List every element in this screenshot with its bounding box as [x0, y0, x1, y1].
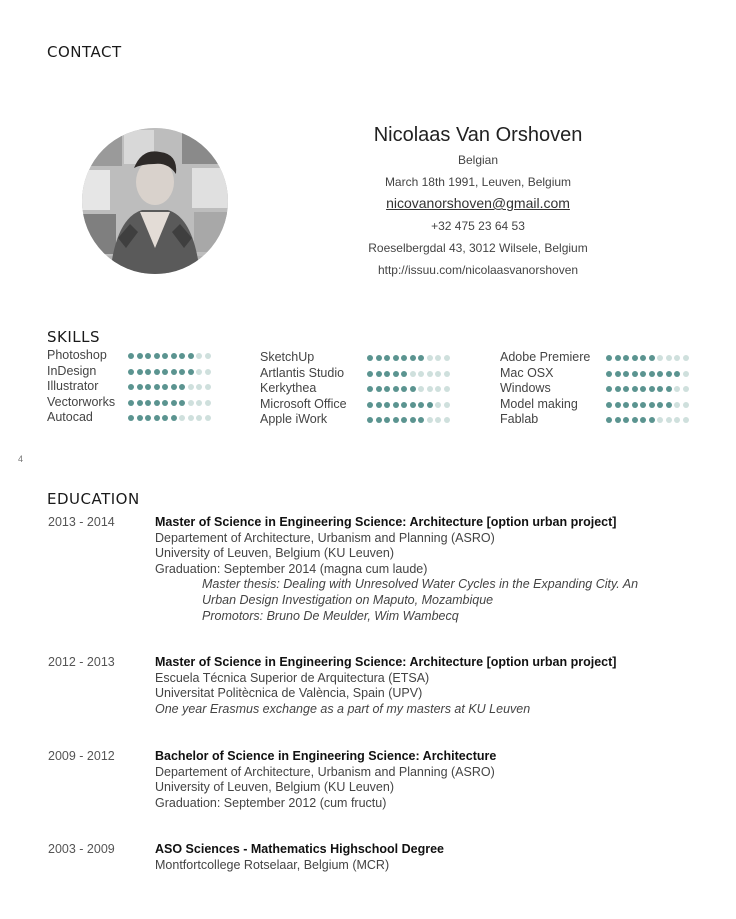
rating-dot-filled: [606, 417, 612, 423]
rating-dot-filled: [615, 371, 621, 377]
rating-dot-filled: [615, 355, 621, 361]
skill-row: [260, 397, 460, 413]
skill-row: [47, 410, 217, 426]
rating-dot-filled: [137, 400, 143, 406]
rating-dot-filled: [657, 371, 663, 377]
rating-dot-empty: [188, 400, 194, 406]
rating-dot-empty: [196, 400, 202, 406]
skill-rating: [606, 386, 689, 392]
rating-dot-filled: [393, 386, 399, 392]
rating-dot-filled: [367, 402, 373, 408]
rating-dot-filled: [666, 386, 672, 392]
rating-dot-filled: [137, 415, 143, 421]
skill-row: [260, 350, 460, 366]
education-line: Graduation: September 2012 (cum fructu): [155, 795, 387, 810]
rating-dot-filled: [418, 402, 424, 408]
rating-dot-filled: [410, 386, 416, 392]
rating-dot-filled: [410, 355, 416, 361]
rating-dot-filled: [145, 369, 151, 375]
skill-row: [47, 379, 217, 395]
rating-dot-filled: [154, 400, 160, 406]
rating-dot-filled: [649, 371, 655, 377]
skill-rating: [128, 415, 211, 421]
rating-dot-filled: [137, 353, 143, 359]
education-line: Graduation: September 2014 (magna cum laude): [155, 561, 428, 576]
rating-dot-filled: [128, 415, 134, 421]
rating-dot-filled: [179, 353, 185, 359]
rating-dot-filled: [171, 400, 177, 406]
rating-dot-empty: [674, 402, 680, 408]
nationality: Belgian: [457, 153, 499, 167]
skills-column-1: [47, 348, 217, 426]
rating-dot-filled: [376, 386, 382, 392]
rating-dot-filled: [367, 386, 373, 392]
education-note: One year Erasmus exchange as a part of my masters at KU Leuven: [155, 701, 531, 716]
education-line: University of Leuven, Belgium (KU Leuven): [155, 546, 395, 561]
education-years: 2012 - 2013: [48, 655, 115, 669]
rating-dot-filled: [649, 386, 655, 392]
rating-dot-empty: [410, 371, 416, 377]
rating-dot-filled: [376, 402, 382, 408]
skill-rating: [367, 417, 450, 423]
education-degree: Master of Science in Engineering Science: Architecture [option urban project]: [155, 655, 617, 669]
rating-dot-filled: [606, 371, 612, 377]
rating-dot-filled: [657, 402, 663, 408]
rating-dot-filled: [393, 371, 399, 377]
skill-rating: [128, 369, 211, 375]
rating-dot-filled: [640, 417, 646, 423]
rating-dot-filled: [128, 384, 134, 390]
skill-row: [500, 350, 700, 366]
skill-label: Photoshop: [47, 348, 107, 362]
rating-dot-empty: [418, 371, 424, 377]
skill-label: Adobe Premiere: [500, 350, 591, 364]
rating-dot-filled: [188, 353, 194, 359]
rating-dot-filled: [384, 355, 390, 361]
education-line: Universitat Politècnica de València, Spain (UPV): [155, 686, 423, 701]
skill-row: [500, 412, 700, 428]
website-link[interactable]: http://issuu.com/nicolaasvanorshoven: [377, 263, 579, 277]
page-number: 4: [18, 454, 24, 464]
birth-info: March 18th 1991, Leuven, Belgium: [384, 175, 572, 189]
skill-rating: [128, 384, 211, 390]
skill-label: Illustrator: [47, 379, 99, 394]
skill-rating: [606, 417, 689, 423]
education-line: Escuela Técnica Superior de Arquitectura (ETSA): [155, 670, 430, 685]
rating-dot-filled: [145, 353, 151, 359]
rating-dot-filled: [179, 369, 185, 375]
rating-dot-filled: [632, 402, 638, 408]
rating-dot-empty: [674, 386, 680, 392]
skill-label: Kerkythea: [260, 381, 317, 396]
rating-dot-filled: [393, 402, 399, 408]
rating-dot-empty: [196, 384, 202, 390]
rating-dot-empty: [657, 417, 663, 423]
skill-label: Apple iWork: [260, 412, 328, 427]
skill-row: [500, 397, 700, 413]
skill-rating: [367, 355, 450, 361]
skills-heading: SKILLS: [47, 328, 101, 346]
rating-dot-filled: [623, 417, 629, 423]
rating-dot-filled: [137, 369, 143, 375]
rating-dot-filled: [418, 417, 424, 423]
skill-row: [500, 381, 700, 397]
education-years: 2013 - 2014: [48, 515, 115, 529]
rating-dot-filled: [376, 371, 382, 377]
rating-dot-empty: [188, 384, 194, 390]
rating-dot-filled: [401, 371, 407, 377]
rating-dot-empty: [683, 355, 689, 361]
rating-dot-filled: [171, 384, 177, 390]
skill-row: [260, 412, 460, 428]
rating-dot-empty: [444, 371, 450, 377]
skill-rating: [606, 371, 689, 377]
email-link[interactable]: nicovanorshoven@gmail.com: [386, 195, 570, 211]
skill-rating: [128, 353, 211, 359]
rating-dot-empty: [683, 371, 689, 377]
rating-dot-filled: [137, 384, 143, 390]
education-line: Departement of Architecture, Urbanism and Planning (ASRO): [155, 530, 495, 545]
rating-dot-empty: [444, 386, 450, 392]
rating-dot-filled: [606, 355, 612, 361]
rating-dot-filled: [367, 355, 373, 361]
rating-dot-empty: [427, 371, 433, 377]
rating-dot-empty: [444, 417, 450, 423]
rating-dot-empty: [205, 400, 211, 406]
skill-label: Microsoft Office: [260, 396, 347, 411]
rating-dot-empty: [683, 402, 689, 408]
rating-dot-filled: [410, 417, 416, 423]
skill-row: [260, 381, 460, 397]
rating-dot-empty: [435, 402, 441, 408]
rating-dot-filled: [623, 402, 629, 408]
skill-label: Model making: [500, 396, 578, 411]
phone-number: +32 475 23 64 53: [431, 219, 525, 233]
skill-label: InDesign: [47, 363, 97, 378]
rating-dot-filled: [154, 384, 160, 390]
rating-dot-filled: [171, 369, 177, 375]
rating-dot-filled: [674, 371, 680, 377]
rating-dot-empty: [444, 355, 450, 361]
rating-dot-filled: [393, 355, 399, 361]
skill-label: Mac OSX: [500, 365, 554, 380]
rating-dot-filled: [128, 400, 134, 406]
rating-dot-empty: [435, 371, 441, 377]
skill-rating: [606, 355, 689, 361]
skill-row: [47, 364, 217, 380]
rating-dot-filled: [179, 384, 185, 390]
rating-dot-filled: [418, 355, 424, 361]
rating-dot-filled: [657, 386, 663, 392]
skill-rating: [367, 371, 450, 377]
rating-dot-filled: [162, 353, 168, 359]
rating-dot-filled: [401, 355, 407, 361]
skill-row: [260, 366, 460, 382]
skill-label: Fablab: [500, 412, 539, 427]
rating-dot-filled: [367, 371, 373, 377]
rating-dot-filled: [615, 386, 621, 392]
rating-dot-filled: [393, 417, 399, 423]
education-years: 2003 - 2009: [48, 842, 115, 856]
portrait-image: [82, 128, 228, 274]
rating-dot-filled: [145, 384, 151, 390]
skill-label: Vectorworks: [47, 394, 116, 409]
rating-dot-filled: [649, 355, 655, 361]
contact-heading: CONTACT: [47, 43, 122, 61]
rating-dot-filled: [606, 386, 612, 392]
rating-dot-filled: [632, 417, 638, 423]
rating-dot-filled: [649, 402, 655, 408]
rating-dot-filled: [154, 415, 160, 421]
rating-dot-empty: [683, 386, 689, 392]
rating-dot-filled: [384, 402, 390, 408]
skill-label: Artlantis Studio: [260, 365, 345, 380]
rating-dot-filled: [128, 369, 134, 375]
rating-dot-empty: [179, 415, 185, 421]
skill-rating: [367, 386, 450, 392]
rating-dot-filled: [666, 371, 672, 377]
skill-label: SketchUp: [260, 350, 315, 364]
rating-dot-filled: [145, 415, 151, 421]
rating-dot-empty: [205, 369, 211, 375]
rating-dot-filled: [401, 417, 407, 423]
full-name: Nicolaas Van Orshoven: [373, 124, 583, 146]
rating-dot-filled: [640, 402, 646, 408]
skill-label: Autocad: [47, 410, 93, 425]
rating-dot-filled: [623, 371, 629, 377]
thesis-line: Urban Design Investigation on Maputo, Mozambique: [202, 592, 494, 607]
rating-dot-empty: [657, 355, 663, 361]
education-degree: ASO Sciences - Mathematics Highschool Degree: [155, 842, 444, 856]
rating-dot-empty: [674, 355, 680, 361]
rating-dot-filled: [401, 402, 407, 408]
rating-dot-filled: [606, 402, 612, 408]
rating-dot-filled: [367, 417, 373, 423]
address: Roeselbergdal 43, 3012 Wilsele, Belgium: [368, 241, 588, 255]
rating-dot-filled: [632, 371, 638, 377]
rating-dot-filled: [410, 402, 416, 408]
rating-dot-empty: [666, 417, 672, 423]
rating-dot-filled: [640, 371, 646, 377]
education-heading: EDUCATION: [47, 490, 140, 508]
rating-dot-filled: [401, 386, 407, 392]
rating-dot-empty: [674, 417, 680, 423]
rating-dot-filled: [623, 386, 629, 392]
rating-dot-empty: [427, 386, 433, 392]
skills-column-2: [260, 350, 460, 428]
rating-dot-empty: [435, 386, 441, 392]
thesis-line: Master thesis: Dealing with Unresolved Water Cycles in the Expanding City. An: [202, 577, 639, 592]
education-line: University of Leuven, Belgium (KU Leuven): [155, 780, 395, 795]
promotors-line: Promotors: Bruno De Meulder, Wim Wambecq: [202, 608, 459, 623]
rating-dot-empty: [205, 353, 211, 359]
rating-dot-empty: [188, 415, 194, 421]
rating-dot-filled: [154, 369, 160, 375]
rating-dot-filled: [188, 369, 194, 375]
rating-dot-empty: [196, 415, 202, 421]
skill-row: [47, 395, 217, 411]
rating-dot-empty: [427, 355, 433, 361]
skill-row: [500, 366, 700, 382]
rating-dot-filled: [171, 415, 177, 421]
rating-dot-empty: [435, 417, 441, 423]
rating-dot-empty: [196, 353, 202, 359]
rating-dot-empty: [444, 402, 450, 408]
rating-dot-filled: [179, 400, 185, 406]
rating-dot-filled: [162, 384, 168, 390]
rating-dot-empty: [427, 417, 433, 423]
rating-dot-filled: [162, 400, 168, 406]
rating-dot-filled: [615, 417, 621, 423]
rating-dot-filled: [376, 355, 382, 361]
rating-dot-filled: [623, 355, 629, 361]
education-degree: Bachelor of Science in Engineering Science: Architecture: [155, 749, 497, 763]
education-years: 2009 - 2012: [48, 749, 115, 763]
rating-dot-filled: [640, 386, 646, 392]
rating-dot-empty: [418, 386, 424, 392]
rating-dot-empty: [205, 415, 211, 421]
rating-dot-filled: [632, 355, 638, 361]
rating-dot-filled: [632, 386, 638, 392]
rating-dot-empty: [196, 369, 202, 375]
rating-dot-empty: [435, 355, 441, 361]
education-line: Departement of Architecture, Urbanism and Planning (ASRO): [155, 764, 495, 779]
rating-dot-filled: [427, 402, 433, 408]
skill-label: Windows: [500, 381, 551, 396]
rating-dot-empty: [683, 417, 689, 423]
rating-dot-filled: [171, 353, 177, 359]
education-degree: Master of Science in Engineering Science: Architecture [option urban project]: [155, 515, 617, 529]
rating-dot-filled: [376, 417, 382, 423]
education-line: Montfortcollege Rotselaar, Belgium (MCR): [155, 857, 390, 872]
rating-dot-filled: [666, 402, 672, 408]
rating-dot-filled: [145, 400, 151, 406]
rating-dot-empty: [666, 355, 672, 361]
skill-row: [47, 348, 217, 364]
rating-dot-filled: [615, 402, 621, 408]
rating-dot-filled: [384, 417, 390, 423]
profile-photo: [82, 128, 228, 274]
skill-rating: [606, 402, 689, 408]
rating-dot-filled: [384, 386, 390, 392]
rating-dot-filled: [640, 355, 646, 361]
rating-dot-filled: [128, 353, 134, 359]
rating-dot-filled: [384, 371, 390, 377]
skill-rating: [128, 400, 211, 406]
rating-dot-filled: [162, 369, 168, 375]
skill-rating: [367, 402, 450, 408]
rating-dot-empty: [205, 384, 211, 390]
rating-dot-filled: [649, 417, 655, 423]
skills-column-3: [500, 350, 700, 428]
rating-dot-filled: [162, 415, 168, 421]
rating-dot-filled: [154, 353, 160, 359]
